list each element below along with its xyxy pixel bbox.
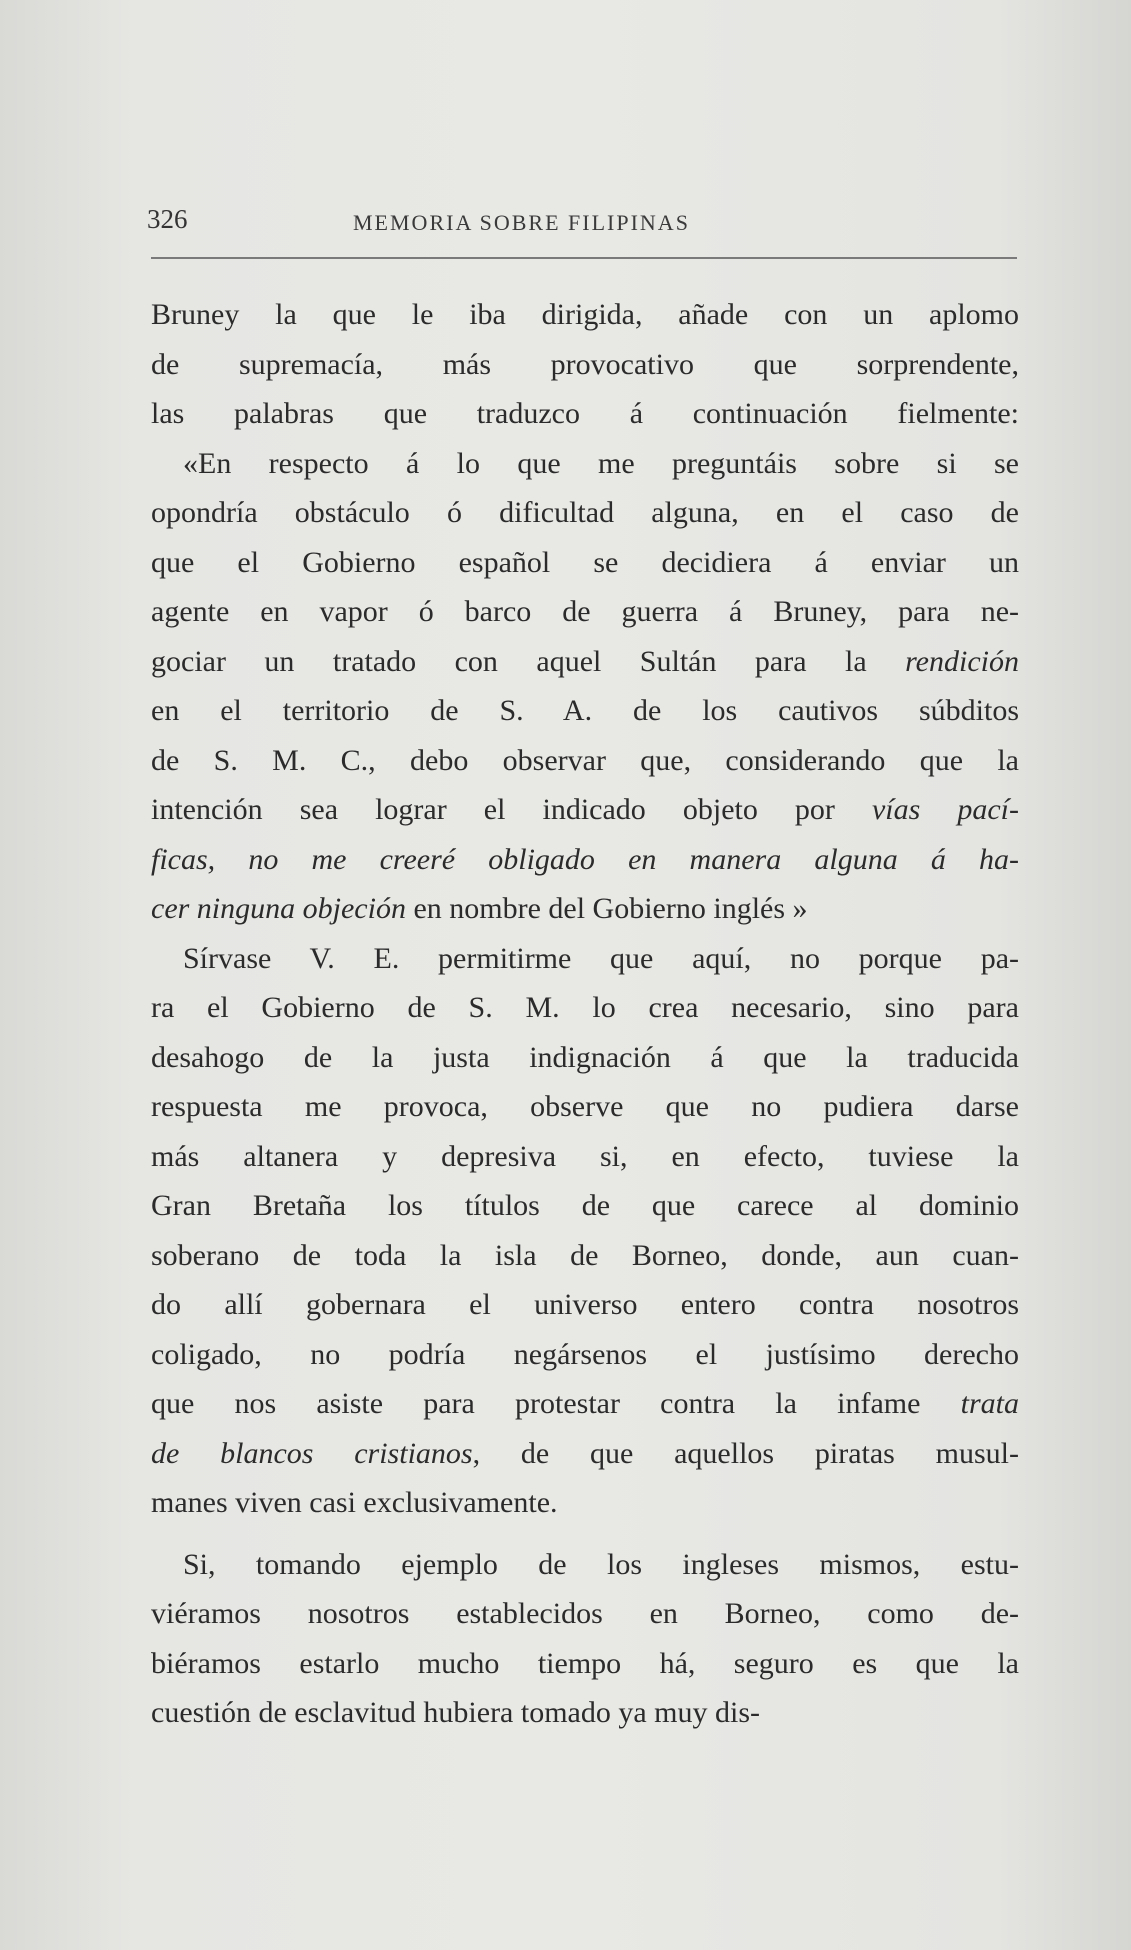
text-segment: intención sea lograr el indicado objeto por (151, 793, 872, 826)
body-text (151, 290, 1019, 1738)
text-line (151, 983, 1019, 1033)
text-segment: Si, tomando ejemplo de los ingleses mismos, estu- (183, 1547, 1019, 1581)
text-line (151, 1231, 1019, 1281)
paragraph (151, 290, 1019, 439)
text-line (151, 1688, 1019, 1738)
italic-text: rendición (905, 644, 1019, 678)
text-line (151, 1181, 1019, 1231)
text-segment: Sírvase V. E. permitirme que aquí, no porque pa- (183, 941, 1019, 975)
header-divider (151, 257, 1017, 259)
text-segment: viéramos nosotros establecidos en Borneo, como de- (151, 1597, 1019, 1630)
running-title: MEMORIA SOBRE FILIPINAS (353, 210, 690, 235)
text-segment: Bruney la que le iba dirigida, añade con un aplomo (151, 298, 1019, 331)
italic-text: cer ninguna objeción (151, 892, 406, 925)
text-segment: manes viven casi exclusivamente. (151, 1486, 558, 1519)
text-line (151, 1429, 1019, 1479)
text-segment: «En respecto á lo que me preguntáis sobre si se (183, 446, 1019, 480)
text-line (151, 1540, 1019, 1590)
italic-text: de blancos cristianos (151, 1436, 473, 1470)
text-segment: soberano de toda la isla de Borneo, donde, aun cuan- (151, 1238, 1019, 1272)
text-line (151, 785, 1019, 835)
text-line (151, 1639, 1019, 1689)
text-segment: gociar un tratado con aquel Sultán para la (151, 644, 906, 678)
text-line (151, 1330, 1019, 1380)
text-line (151, 488, 1019, 538)
page-header (147, 200, 1017, 250)
paragraph (151, 439, 1019, 934)
italic-text: vías pací- (871, 793, 1020, 826)
paragraph (151, 1540, 1019, 1738)
italic-text: ficas, no me creeré obligado en manera alguna á ha- (151, 842, 1019, 876)
italic-text: trata (960, 1387, 1019, 1420)
text-line (151, 1082, 1019, 1132)
text-line (151, 1478, 1019, 1528)
text-line (151, 835, 1019, 885)
text-segment: Gran Bretaña los títulos de que carece al dominio (151, 1189, 1019, 1222)
text-line (151, 1589, 1019, 1639)
text-segment: cuestión de esclavitud hubiera tomado ya muy dis- (151, 1696, 761, 1729)
text-segment: las palabras que traduzco á continuación fielmente: (151, 397, 1019, 430)
text-segment: más altanera y depresiva si, en efecto, tuviese la (151, 1139, 1019, 1173)
text-segment: desahogo de la justa indignación á que la traducida (151, 1040, 1019, 1074)
text-line (151, 934, 1019, 984)
paragraph (151, 934, 1019, 1528)
text-segment: do allí gobernara el universo entero contra nosotros (151, 1288, 1019, 1321)
text-segment: de supremacía, más provocativo que sorprendente, (151, 347, 1019, 381)
text-line (151, 637, 1019, 687)
text-segment: respuesta me provoca, observe que no pudiera darse (151, 1090, 1019, 1123)
text-segment: , de que aquellos piratas musul- (472, 1436, 1019, 1470)
text-line (151, 1280, 1019, 1330)
paragraph-gap (151, 1528, 1019, 1540)
text-line (151, 340, 1019, 390)
text-segment: opondría obstáculo ó dificultad alguna, en el caso de (151, 496, 1019, 529)
text-line (151, 538, 1019, 588)
text-segment: biéramos estarlo mucho tiempo há, seguro es que la (151, 1646, 1019, 1680)
text-line (151, 1132, 1019, 1182)
text-segment: que nos asiste para protestar contra la infame (151, 1387, 961, 1420)
text-segment: en el territorio de S. A. de los cautivos súbditos (151, 694, 1019, 727)
text-segment: coligado, no podría negársenos el justísimo derecho (151, 1337, 1019, 1371)
text-line (151, 686, 1019, 736)
text-segment: agente en vapor ó barco de guerra á Bruney, para ne- (151, 595, 1019, 628)
text-segment: en nombre del Gobierno inglés » (405, 892, 808, 925)
text-line (151, 439, 1019, 489)
text-line (151, 736, 1019, 786)
page-number: 326 (147, 204, 188, 234)
text-segment: ra el Gobierno de S. M. lo crea necesario, sino para (151, 991, 1019, 1024)
text-line (151, 1033, 1019, 1083)
text-line (151, 884, 1019, 934)
text-line (151, 587, 1019, 637)
text-segment: que el Gobierno español se decidiera á enviar un (151, 545, 1019, 579)
text-segment: de S. M. C., debo observar que, considerando que la (151, 743, 1019, 777)
text-line (151, 290, 1019, 340)
text-line (151, 1379, 1019, 1429)
text-line (151, 389, 1019, 439)
